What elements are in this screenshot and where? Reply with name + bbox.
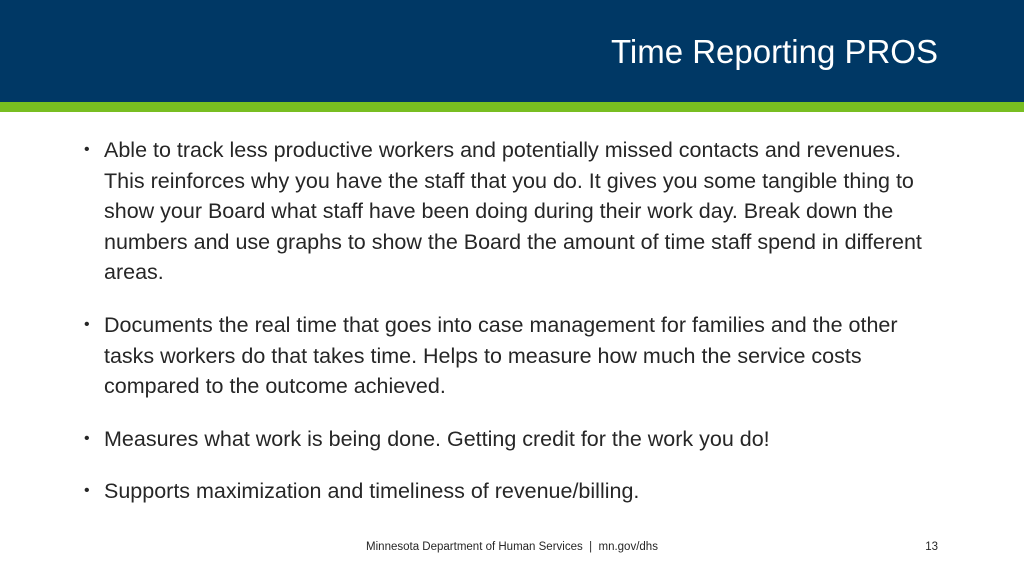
bullet-marker: • (84, 429, 90, 447)
page-number: 13 (925, 541, 938, 553)
bullet-item (84, 476, 944, 507)
bullet-text: Supports maximization and timeliness of revenue/billing. (104, 479, 640, 504)
accent-bar (0, 102, 1024, 112)
bullet-item (84, 135, 944, 288)
slide-title: Time Reporting PROS (610, 33, 938, 70)
footer-text: Minnesota Department of Human Services | mn.gov/dhs (366, 541, 658, 553)
bullet-text: Measures what work is being done. Getting credit for the work you do! (104, 426, 770, 451)
bullet-marker: • (84, 315, 90, 333)
header-band (0, 0, 1024, 102)
bullet-text: Able to track less productive workers and potentially missed contacts and revenues. This reinforces why you have the staff that you do. It gives you some tangible thing to show your Board what staff have been doing during their work day. Break down the numbers and use graphs to show the Board the amount of time staff spend in different areas. (104, 138, 922, 285)
bullet-text: Documents the real time that goes into case management for families and the other tasks workers do that takes time. Helps to measure how much the service costs compared to the outcome achieved. (104, 312, 898, 399)
bullet-item (84, 310, 944, 402)
bullet-list (84, 135, 944, 529)
bullet-marker: • (84, 141, 90, 158)
bullet-marker: • (84, 482, 90, 500)
bullet-item (84, 424, 944, 455)
